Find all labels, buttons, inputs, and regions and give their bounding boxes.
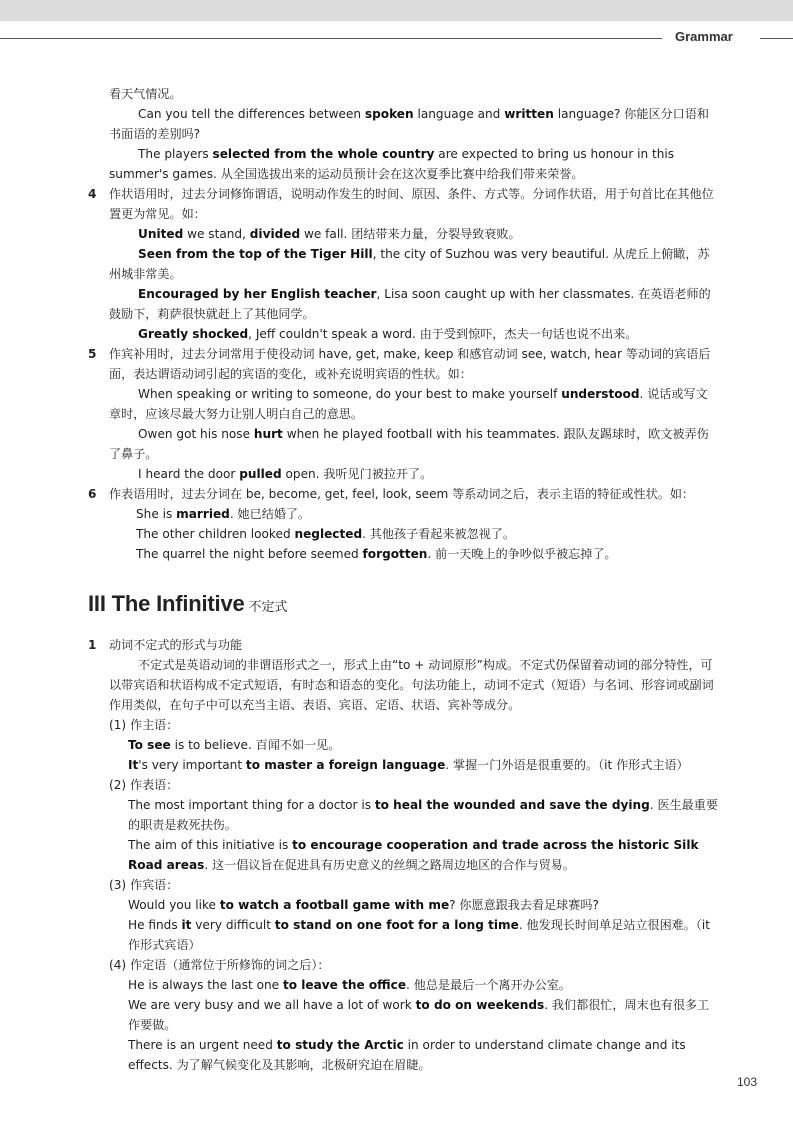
section-heading-subtitle: 不定式: [248, 600, 288, 615]
header-rule-left: [0, 38, 662, 39]
example-sentence: The most important thing for a doctor is to heal the wounded and save the dying. 医生最重要的职责是救死扶伤。: [128, 798, 718, 832]
numbered-item-4: 4 作状语用时，过去分词修饰谓语，说明动作发生的时间、原因、条件、方式等。分词作状语，用于句首比在其他位置更为常见。如：: [88, 184, 718, 224]
example-sentence: The other children looked neglected. 其他孩子看起来被忽视了。: [136, 527, 515, 541]
item-number: 5: [88, 347, 97, 361]
example-sentence: She is married. 她已结婚了。: [136, 507, 311, 521]
example-sentence: Greatly shocked, Jeff couldn't speak a word. 由于受到惊吓，杰夫一句话也说不出来。: [138, 327, 638, 341]
example-sentence: The players selected from the whole country are expected to bring us honour in this summer's games. 从全国选拔出来的运动员预计会在这次夏季比赛中给我们带来荣誉。: [109, 147, 675, 181]
example-sentence: United we stand, divided we fall. 团结带来力量，分裂导致衰败。: [138, 227, 521, 241]
header-rule-right: [760, 38, 793, 39]
example-sentence: When speaking or writing to someone, do your best to make yourself understood. 说话或写文章时，应该尽最大努力让别人明白自己的意思。: [109, 387, 708, 421]
example-sentence: The aim of this initiative is to encourage cooperation and trade across the historic Silk Road areas. 这一倡议旨在促进具有历史意义的丝绸之路周边地区的合作与贸易。: [128, 838, 699, 872]
numbered-item-6: 6 作表语用时，过去分词在 be, become, get, feel, look, seem 等系动词之后，表示主语的特征或性状。如：: [88, 484, 718, 504]
subitem-label: (2) 作表语：: [109, 778, 179, 792]
item-number: 6: [88, 487, 97, 501]
paragraph: 不定式是英语动词的非谓语形式之一，形式上由“to + 动词原形”构成。不定式仍保留着动词的部分特性，可以带宾语和状语构成不定式短语，有时态和语态的变化。句法功能上，动词不定式（短语）与名词、形容词或副词作用类似，在句子中可以充当主语、表语、宾语、定语、状语、宾补等成分。: [109, 658, 714, 712]
example-sentence: I heard the door pulled open. 我听见门被拉开了。: [138, 467, 433, 481]
example-sentence: To see is to believe. 百闻不如一见。: [128, 738, 341, 752]
example-sentence: There is an urgent need to study the Arctic in order to understand climate change and its effects. 为了解气候变化及其影响，北极研究迫在眉睫。: [128, 1038, 686, 1072]
paragraph: 看天气情况。: [109, 87, 182, 101]
subitem-label: (3) 作宾语：: [109, 878, 179, 892]
subitem-label: (1) 作主语：: [109, 718, 179, 732]
page-body: [88, 84, 718, 1075]
section-heading: [88, 591, 718, 619]
page-number: 103: [736, 1075, 757, 1089]
numbered-item-1: 1 动词不定式的形式与功能: [88, 635, 718, 655]
example-sentence: It's very important to master a foreign language. 掌握一门外语是很重要的。（it 作形式主语）: [128, 758, 689, 772]
example-sentence: Seen from the top of the Tiger Hill, the city of Suzhou was very beautiful. 从虎丘上俯瞰，苏州城非常美。: [109, 247, 710, 281]
example-sentence: Owen got his nose hurt when he played football with his teammates. 跟队友踢球时，欧文被弄伤了鼻子。: [109, 427, 709, 461]
header-section-title: Grammar: [675, 29, 733, 44]
example-sentence: The quarrel the night before seemed forgotten. 前一天晚上的争吵似乎被忘掉了。: [136, 547, 617, 561]
example-sentence: He is always the last one to leave the office. 他总是最后一个离开办公室。: [128, 978, 571, 992]
example-sentence: He finds it very difficult to stand on one foot for a long time. 他发现长时间单足站立很困难。（it 作形式宾语）: [128, 918, 711, 952]
item-number: 4: [88, 187, 97, 201]
section-heading-title: III The Infinitive: [88, 591, 245, 616]
example-sentence: Can you tell the differences between spoken language and written language? 你能区分口语和书面语的差别吗?: [109, 107, 709, 141]
subitem-label: (4) 作定语（通常位于所修饰的词之后）：: [109, 958, 330, 972]
top-band: [0, 0, 793, 21]
example-sentence: We are very busy and we all have a lot of work to do on weekends. 我们都很忙，周末也有很多工作要做。: [128, 998, 710, 1032]
item-number: 1: [88, 638, 97, 652]
numbered-item-5: 5 作宾补用时，过去分词常用于使役动词 have, get, make, keep 和感官动词 see, watch, hear 等动词的宾语后面，表达谓语动词引起的宾语的变化，或补充说明宾语的性状。如：: [88, 344, 718, 384]
example-sentence: Encouraged by her English teacher, Lisa soon caught up with her classmates. 在英语老师的鼓励下，莉萨很快就赶上了其他同学。: [109, 287, 711, 321]
example-sentence: Would you like to watch a football game with me? 你愿意跟我去看足球赛吗?: [128, 898, 599, 912]
